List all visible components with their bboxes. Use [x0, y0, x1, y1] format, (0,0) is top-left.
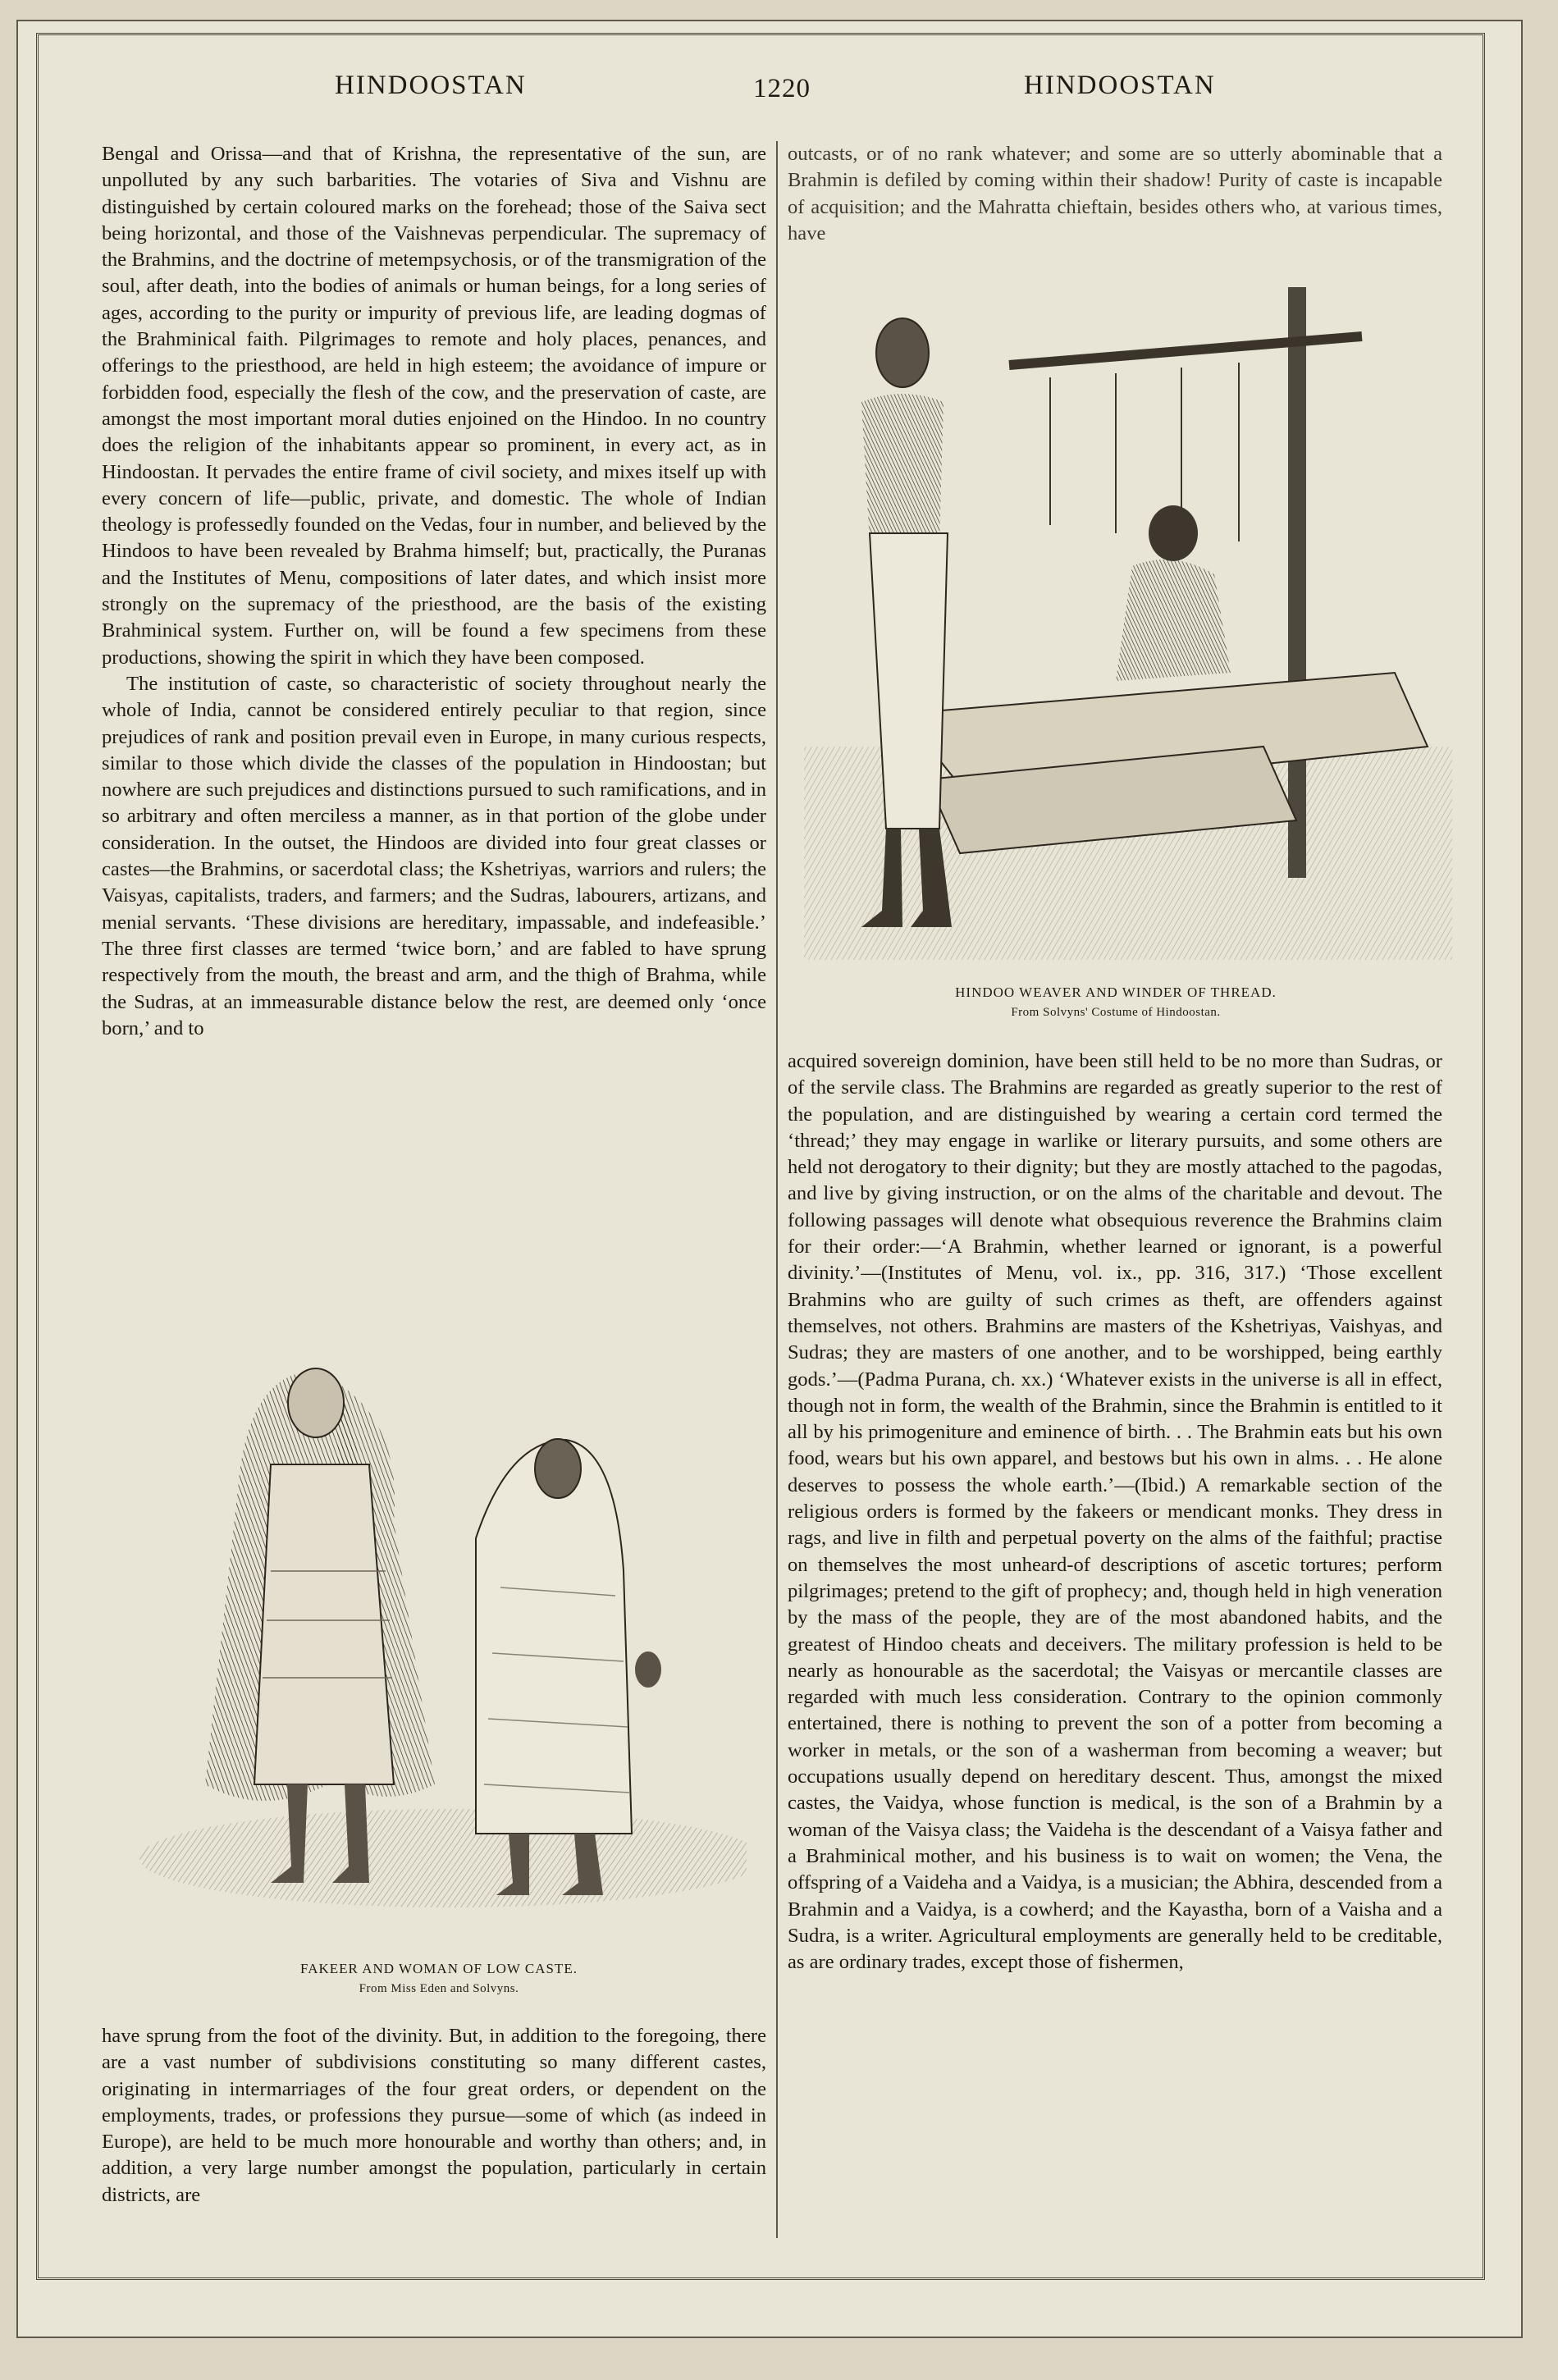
running-header	[49, 54, 1470, 112]
weaver-illustration	[804, 287, 1452, 968]
right-column-top	[788, 141, 1442, 247]
left-column-bottom	[102, 2023, 766, 2209]
left-column-top	[102, 141, 766, 1042]
paragraph: outcasts, or of no rank whatever; and some are so utterly abominable that a Brahmin is defiled by coming within their shadow! Purity of caste is incapable of acquisition; and the Mahratta chieftain, besides others who, at various times, have	[788, 143, 1442, 244]
column-divider	[776, 141, 778, 2238]
page-number: 1220	[753, 74, 811, 103]
header-left-title: HINDOOSTAN	[335, 71, 527, 100]
paragraph: The institution of caste, so characteristic of society throughout nearly the whole of India, cannot be considered entirely peculiar to that region, since prejudices of rank and position prevail even in Europe, in many curious respects, similar to those which divide the classes of the population in Hindoostan; but nowhere are such prejudices and distinctions pursued to such ramifications, and in so arbitrary and often merciless a manner, as in that portion of the globe under consideration. In the outset, the Hindoos are divided into four great classes or castes—the Brahmins, or sacerdotal class; the Kshetriyas, warriors and rulers; the Vaisyas, capitalists, traders, and farmers; and the Sudras, labourers, artizans, and menial servants. ‘These divisions are hereditary, impassable, and indefeasible.’ The three first classes are termed ‘twice born,’ and are fabled to have sprung respectively from the mouth, the breast and arm, and the thigh of Brahma, while the Sudras, at an immeasurable distance below the rest, are deemed only ‘once born,’ and to	[102, 672, 767, 1039]
figure-source: From Solvyns' Costume of Hindoostan.	[1011, 1006, 1221, 1019]
paragraph: have sprung from the foot of the divinity. But, in addition to the foregoing, there are a vast number of subdivisions constituting so many different castes, originating in intermarriages of the four great orders, or dependent on the employments, trades, or professions they pursue—some of which (as indeed in Europe), are held to be much more honourable and worthy than others; and, in addition, a very large number amongst the population, particularly in certain districts, are	[102, 2025, 766, 2206]
figure-title: HINDOO WEAVER AND WINDER OF THREAD.	[955, 984, 1277, 1000]
header-right-title: HINDOOSTAN	[1024, 71, 1216, 100]
fakeer-and-woman-illustration	[123, 1325, 747, 1948]
paragraph: Bengal and Orissa—and that of Krishna, the representative of the sun, are unpolluted by any such barbarities. The votaries of Siva and Vishnu are distinguished by certain coloured marks on the forehead; those of the Saiva sect being horizontal, and those of the Vaishnevas perpendicular. The supremacy of the Brahmins, and the doctrine of metempsychosis, or of the transmigration of the soul, after death, into the bodies of animals or human beings, for a long series of ages, according to the purity or impurity of previous life, are leading dogmas of the Brahminical faith. Pilgrimages to remote and holy places, penances, and offerings to the priesthood, are held in high esteem; the avoidance of impure or forbidden food, especially the flesh of the cow, and the preservation of caste, are amongst the most important moral duties enjoined on the Hindoo. In no country does the religion of the inhabitants appear so prominent, in every act, as in Hindoostan. It pervades the entire frame of civil society, and mixes itself up with every concern of life—public, private, and domestic. The whole of Indian theology is professedly founded on the Vedas, four in number, and believed by the Hindoos to have been revealed by Brahma himself; but, practically, the Puranas and the Institutes of Menu, compositions of later dates, and which insist more strongly on the supremacy of the priesthood, are the basis of the existing Brahminical system. Further on, will be found a few specimens from these productions, showing the spirit in which they have been composed.	[102, 143, 766, 669]
paragraph: acquired sovereign dominion, have been still held to be no more than Sudras, or of the servile class. The Brahmins are regarded as greatly superior to the rest of the population, and are distinguished by wearing a certain cord termed the ‘thread;’ they may engage in warlike or literary pursuits, and some others are held not derogatory to their dignity; but they are mostly attached to the pagodas, and live by giving instruction, or on the alms of the charitable and devout. The following passages will denote what obsequious reverence the Brahmins claim for their order:—‘A Brahmin, whether learned or ignorant, is a powerful divinity.’—(Institutes of Menu, vol. ix., pp. 316, 317.) ‘Those excellent Brahmins who are guilty of such crimes as theft, are offenders against themselves, not others. Brahmins are masters of the Kshetriyas, Vaishyas, and Sudras; they are masters of one another, and to be worshipped, being earthly gods.’—(Padma Purana, ch. xx.) ‘Whatever exists in the universe is all in effect, though not in form, the wealth of the Brahmin, since the Brahmin is entitled to it all by his primogeniture and eminence of birth. . . The Brahmin eats but his own food, wears but his own apparel, and bestows but his own in alms. . . He alone deserves to possess the whole earth.’—(Ibid.) A remarkable section of the religious orders is formed by the fakeers or mendicant monks. They dress in rags, and live in filth and perpetual poverty on the alms of the faithful; practise on themselves the most unheard-of descriptions of ascetic tortures; perform pilgrimages; pretend to the gift of prophecy; and, though held in high veneration by the mass of the people, they are of the most abandoned habits, and the greatest of Hindoo cheats and deceivers. The military profession is held to be nearly as honourable as the sacerdotal; the Vaisyas or mercantile classes are regarded with much less consideration. Contrary to the opinion commonly entertained, there is nothing to prevent the son of a potter from becoming a worker in metals, or the son of a washerman from becoming a weaver; but occupations usually depend on hereditary descent. Thus, amongst the mixed castes, the Vaidya, whose function is medical, is the son of a Brahmin by a woman of the Vaisya class; the Vaideha is the descendant of a Vaisya father and a Brahminical mother, and his business is to wait on women; the Vena, the offspring of a Vaideha and a Vaidya, is a musician; the Abhira, descended from a Brahmin and a Vaidya, is a cowherd; and the Kayastha, born of a Vaisha and a Sudra, is a writer. Agricultural employments are generally held to be creditable, as are ordinary trades, except those of fishermen,	[788, 1050, 1442, 1974]
right-column-bottom	[788, 1048, 1442, 1976]
figure-source: From Miss Eden and Solvyns.	[359, 1982, 519, 1995]
figure-title: FAKEER AND WOMAN OF LOW CASTE.	[300, 1961, 578, 1976]
figure-caption-weaver	[829, 983, 1403, 1022]
figure-caption-fakeer	[148, 1959, 730, 1999]
